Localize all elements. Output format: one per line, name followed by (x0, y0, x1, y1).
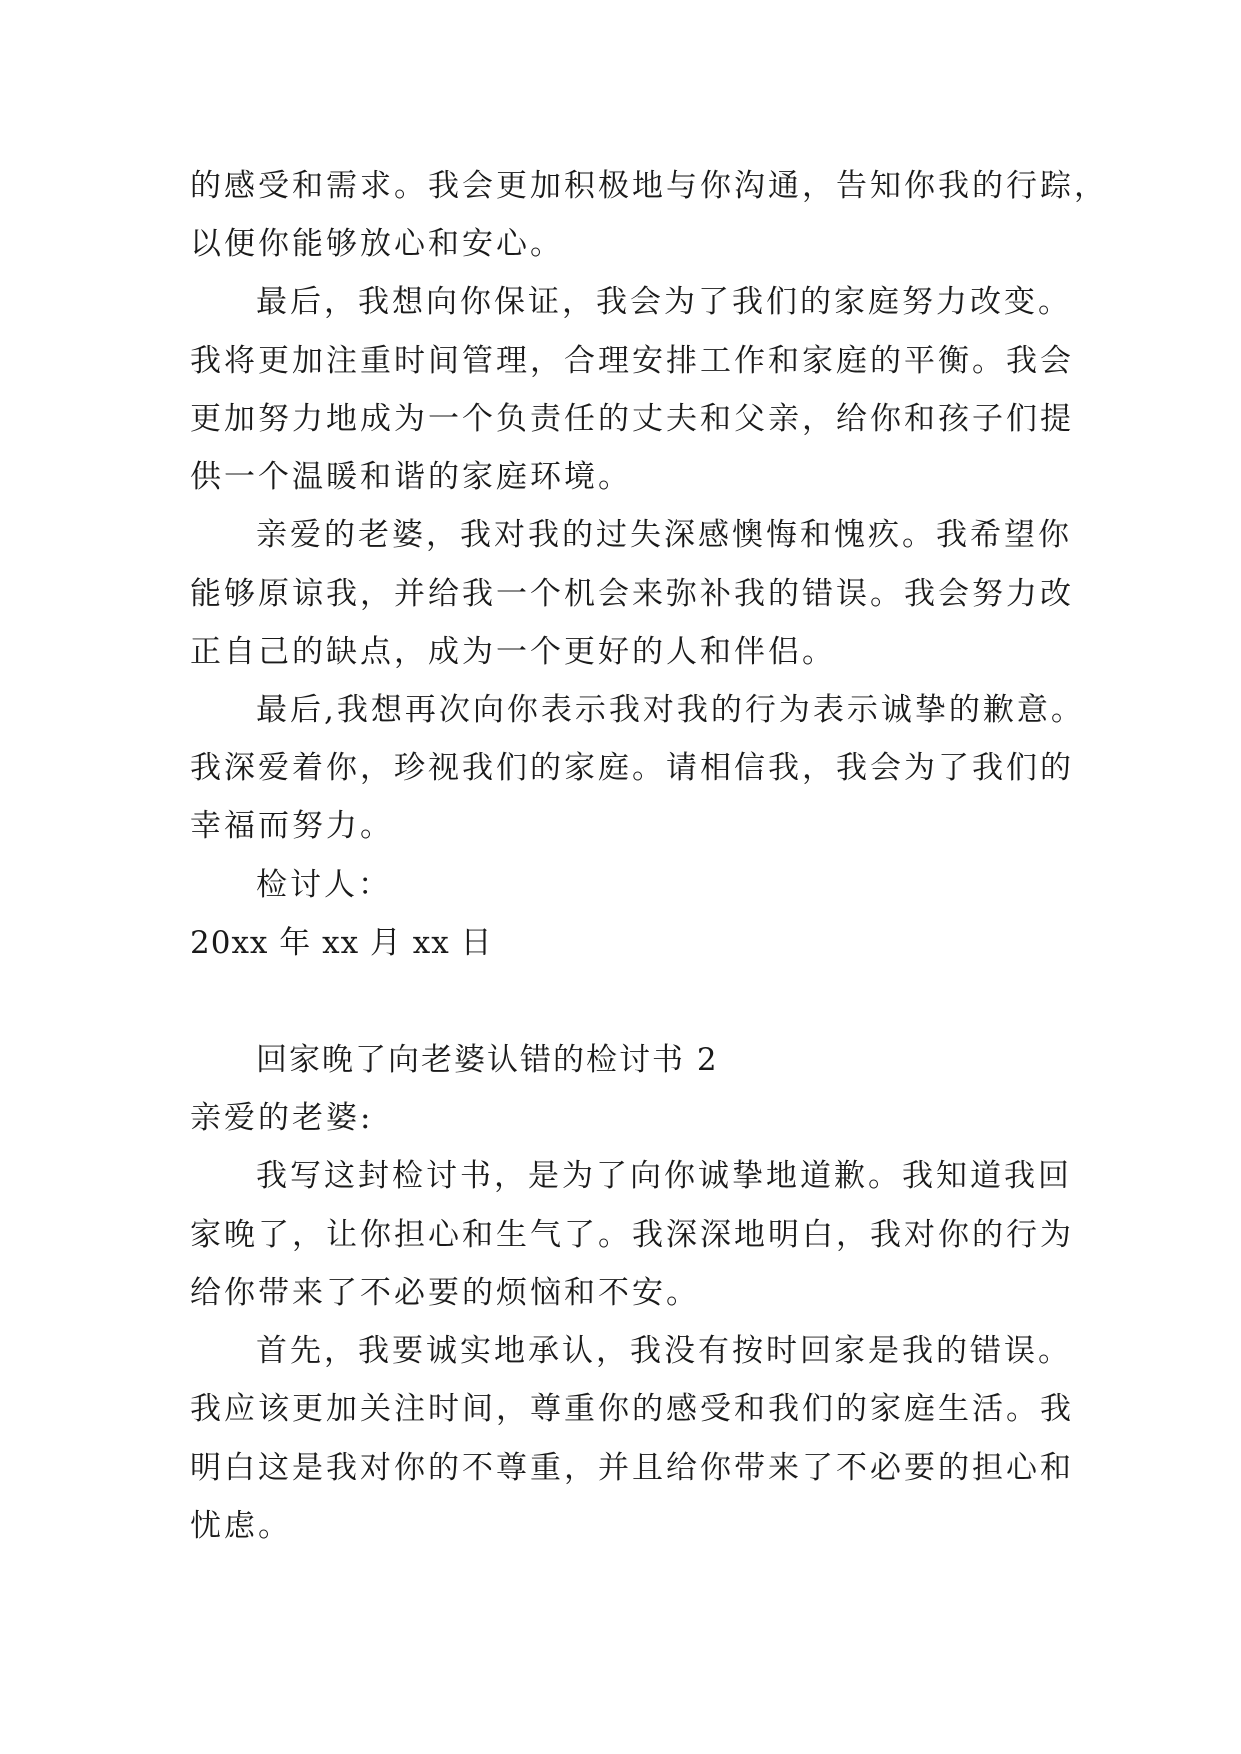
signer-label: 检讨人： (256, 867, 392, 903)
date-line: 20xx 年 xx 月 xx 日 (190, 925, 493, 961)
section-title: 回家晚了向老婆认错的检讨书 2 (256, 1042, 719, 1078)
body-line: 我写这封检讨书，是为了向你诚挚地道歉。我知道我回 (256, 1158, 1072, 1194)
body-line: 以便你能够放心和安心。 (190, 226, 564, 262)
body-line: 幸福而努力。 (190, 808, 394, 844)
body-line: 能够原谅我，并给我一个机会来弥补我的错误。我会努力改 (190, 576, 1074, 612)
body-line: 给你带来了不必要的烦恼和不安。 (190, 1275, 700, 1311)
body-line: 我深爱着你，珍视我们的家庭。请相信我，我会为了我们的 (190, 750, 1074, 786)
body-line: 更加努力地成为一个负责任的丈夫和父亲，给你和孩子们提 (190, 401, 1074, 437)
body-line: 供一个温暖和谐的家庭环境。 (190, 459, 632, 495)
body-line: 亲爱的老婆，我对我的过失深感懊悔和愧疚。我希望你 (256, 517, 1072, 553)
body-line: 明白这是我对你的不尊重，并且给你带来了不必要的担心和 (190, 1450, 1074, 1486)
salutation: 亲爱的老婆: (190, 1100, 374, 1136)
body-line: 我应该更加关注时间，尊重你的感受和我们的家庭生活。我 (190, 1391, 1074, 1427)
body-line: 正自己的缺点，成为一个更好的人和伴侣。 (190, 634, 836, 670)
body-line: 的感受和需求。我会更加积极地与你沟通，告知你我的行踪， (190, 168, 1108, 204)
body-line: 首先，我要诚实地承认，我没有按时回家是我的错误。 (256, 1333, 1072, 1369)
body-line: 忧虑。 (190, 1508, 292, 1544)
body-line: 最后，我想向你保证，我会为了我们的家庭努力改变。 (256, 284, 1072, 320)
body-line: 最后,我想再次向你表示我对我的行为表示诚挚的歉意。 (256, 692, 1085, 728)
body-line: 我将更加注重时间管理，合理安排工作和家庭的平衡。我会 (190, 343, 1074, 379)
body-line: 家晚了，让你担心和生气了。我深深地明白，我对你的行为 (190, 1217, 1074, 1253)
